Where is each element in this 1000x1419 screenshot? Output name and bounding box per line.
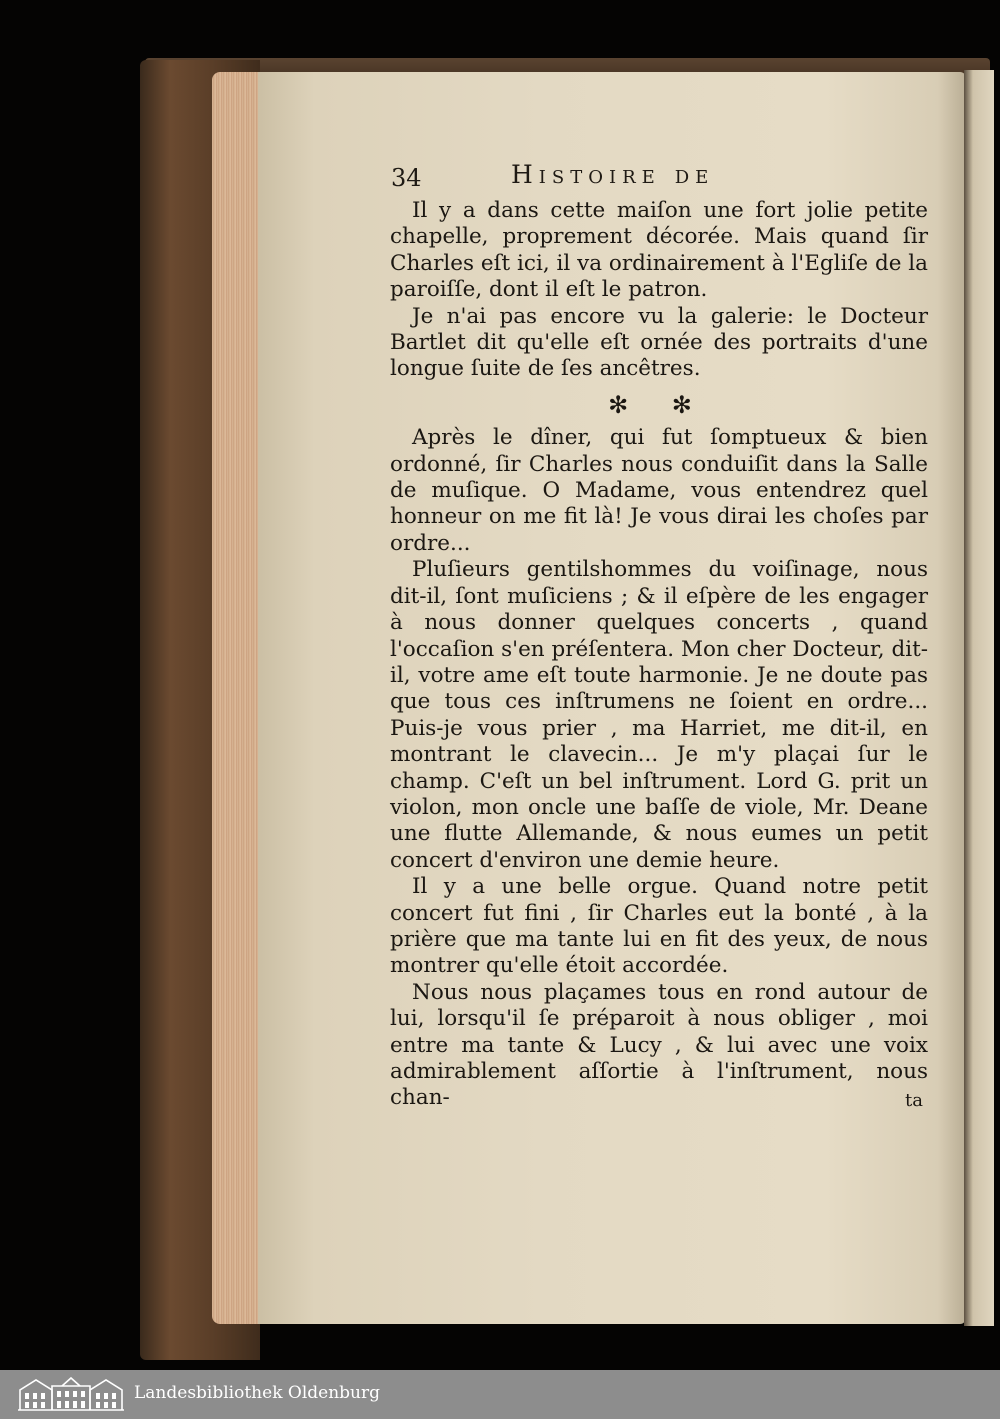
paragraph: Il y a une belle orgue. Quand notre petit concert fut fini , ſir Charles eut la bonté , à la prière que ma tante lui en fit des yeux, de nous montrer qu'elle étoit accordée.	[390, 874, 928, 979]
paragraph: Il y a dans cette maiſon une fort jolie petite chapelle, proprement décorée. Mais quand ſir Charles eſt ici, il va ordinairement à l'Egliſe de la paroiſſe, dont il eſt le patron.	[390, 198, 928, 303]
footer-bar	[0, 1370, 1000, 1419]
paragraph: Nous nous plaçames tous en rond autour de lui, lorsqu'il ſe préparoit à nous obliger , moi entre ma tante & Lucy , & lui avec une voix admirablement aſſortie à l'inſtrument, nous chan-	[390, 979, 928, 1111]
section-separator: ✻ ✻	[608, 390, 710, 419]
paragraph: Pluſieurs gentilshommes du voiſinage, nous dit-il, ſont muſiciens ; & il eſpère de les engager à nous donner quelques concerts , quand l'occaſion s'en préſentera. Mon cher Docteur, dit-il, votre ame eſt toute harmonie. Je ne doute pas que tous ces inſtrumens ne ſoient en ordre... Puis-je vous prier , ma Harriet, me dit-il, en montrant le clavecin... Je m'y plaçai ſur le champ. C'eſt un bel inſtrument. Lord G. prit un violon, mon oncle une baſſe de viole, Mr. Deane une flutte Allemande, & nous eumes un petit concert d'environ une demie heure.	[390, 557, 928, 873]
catchword: ta	[905, 1090, 923, 1111]
page-number: 34	[391, 164, 422, 192]
page-text	[390, 198, 928, 1112]
page-edges	[212, 72, 264, 1324]
paragraph: Après le dîner, qui fut ſomptueux & bien ordonné, ſir Charles nous conduiſit dans la Salle de muſique. O Madame, vous entendrez quel honneur on me fit là! Je vous dirai les choſes par ordre...	[390, 425, 928, 556]
paragraph: Je n'ai pas encore vu la galerie: le Docteur Bartlet dit qu'elle eſt ornée des portraits d'une longue ſuite de ſes ancêtres.	[390, 303, 928, 382]
running-header	[391, 160, 911, 196]
library-building-icon	[18, 1376, 124, 1416]
running-title: Histoire de	[511, 160, 715, 189]
library-name: Landesbibliothek Oldenburg	[134, 1383, 381, 1403]
facing-page-edge	[964, 70, 994, 1326]
